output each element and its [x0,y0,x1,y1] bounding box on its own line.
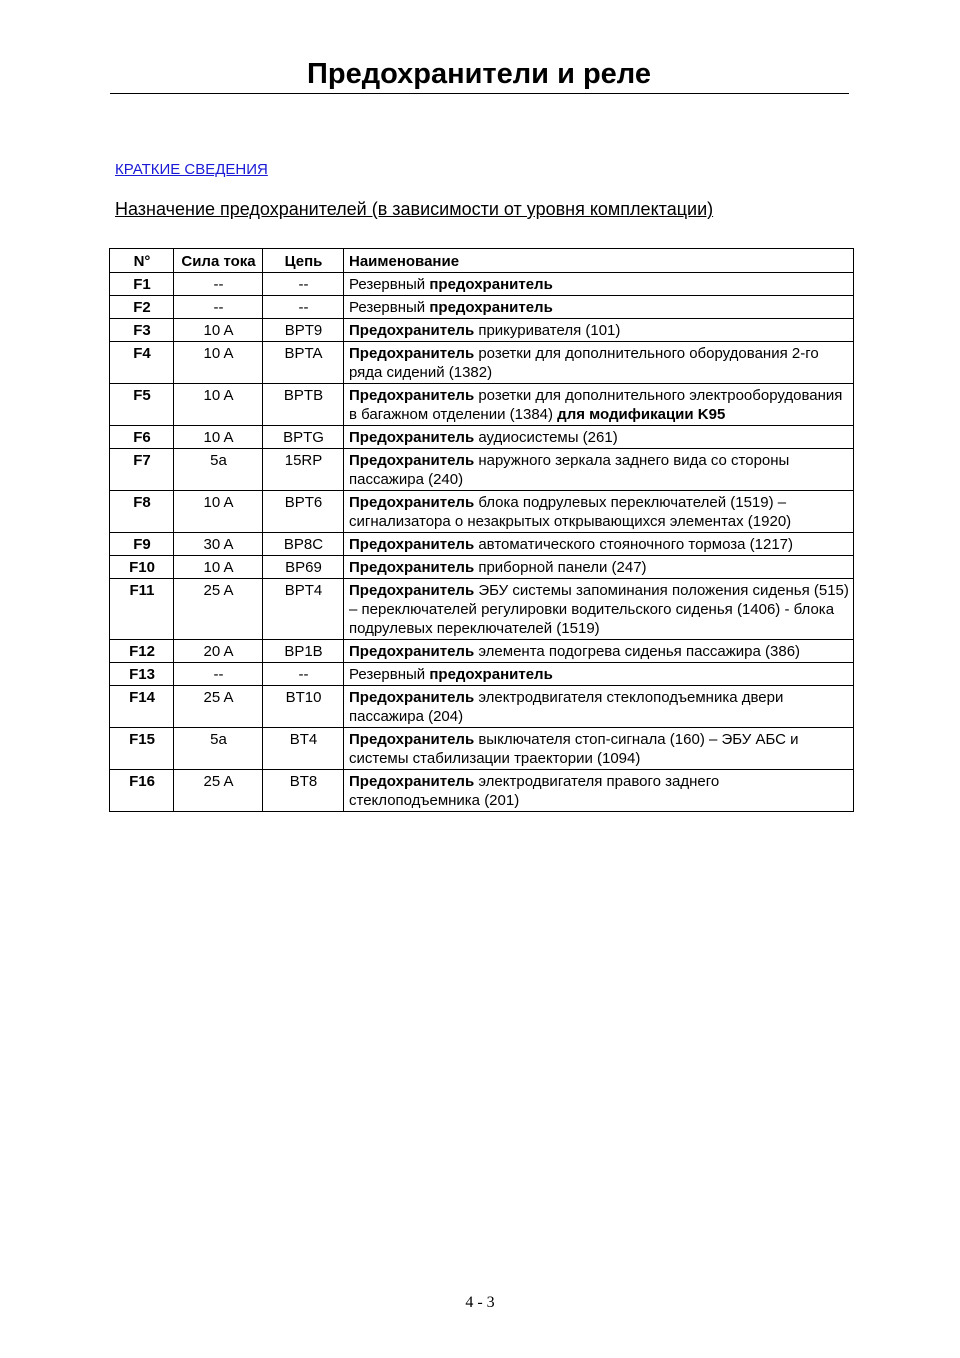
fuse-current-cell: 10 A [174,384,263,426]
section-heading: Назначение предохранителей (в зависимости от уровня комплектации) [115,199,714,219]
fuse-number-cell: F10 [110,556,174,579]
fuse-description-cell [344,533,854,556]
fuse-current-cell: 30 A [174,533,263,556]
table-row [110,686,854,728]
description-text: Резервный [349,299,430,316]
fuse-current-cell: -- [174,296,263,319]
fuse-description-cell [344,342,854,384]
description-text: элемента подогрева сиденья пассажира (386) [474,643,801,660]
fuse-circuit-cell: BT8 [263,770,344,812]
description-bold-text: Предохранитель [349,536,475,553]
fuse-current-cell: 25 A [174,579,263,640]
description-bold-text: Предохранитель [349,582,475,599]
fuse-circuit-cell: -- [263,296,344,319]
table-row [110,770,854,812]
table-row [110,426,854,449]
description-bold-text: Предохранитель [349,452,475,469]
table-row [110,533,854,556]
table-row [110,342,854,384]
fuse-number-cell: F8 [110,491,174,533]
fuse-number-cell: F6 [110,426,174,449]
fuse-circuit-cell: BP69 [263,556,344,579]
fuse-current-cell: 10 A [174,342,263,384]
table-header-row [110,249,854,273]
fuse-number-cell: F7 [110,449,174,491]
description-text: автоматического стояночного тормоза (1217) [474,536,793,553]
fuse-number-cell: F3 [110,319,174,342]
description-bold-text: Предохранитель [349,345,475,362]
description-bold-text: Предохранитель [349,494,475,511]
table-row [110,491,854,533]
description-bold-text: для модификации K95 [557,406,726,423]
fuse-number-cell: F4 [110,342,174,384]
column-header-circuit: Цепь [263,249,344,273]
fuse-number-cell: F5 [110,384,174,426]
fuse-table [109,248,854,812]
summary-link[interactable]: КРАТКИЕ СВЕДЕНИЯ [115,161,268,178]
fuse-current-cell: 10 A [174,426,263,449]
fuse-circuit-cell: -- [263,663,344,686]
fuse-description-cell [344,556,854,579]
table-row [110,663,854,686]
fuse-circuit-cell: BT4 [263,728,344,770]
fuse-table-body [110,273,854,812]
description-bold-text: предохранитель [429,299,553,316]
fuse-description-cell [344,449,854,491]
description-text: приборной панели (247) [474,559,647,576]
fuse-number-cell: F15 [110,728,174,770]
fuse-circuit-cell: -- [263,273,344,296]
description-bold-text: Предохранитель [349,643,475,660]
fuse-circuit-cell: 15RP [263,449,344,491]
fuse-circuit-cell: BPTB [263,384,344,426]
fuse-description-cell [344,728,854,770]
description-bold-text: Предохранитель [349,387,475,404]
fuse-description-cell [344,384,854,426]
fuse-circuit-cell: BPTG [263,426,344,449]
fuse-circuit-cell: BPT6 [263,491,344,533]
description-bold-text: Предохранитель [349,731,475,748]
fuse-current-cell: -- [174,273,263,296]
description-text: наружного зеркала заднего вида со стороны пассажира (240) [349,452,790,488]
description-bold-text: Предохранитель [349,773,475,790]
fuse-circuit-cell: BP8C [263,533,344,556]
fuse-number-cell: F11 [110,579,174,640]
fuse-number-cell: F13 [110,663,174,686]
description-bold-text: Предохранитель [349,322,475,339]
description-text: ЭБУ системы запоминания положения сиденья (515) – переключателей регулировки водительского сиденья (1406) - блока подрулевых переключателей (1519) [349,582,849,637]
fuse-description-cell [344,491,854,533]
fuse-description-cell [344,296,854,319]
fuse-circuit-cell: BPTA [263,342,344,384]
fuse-number-cell: F9 [110,533,174,556]
title-divider [110,93,849,94]
table-row [110,556,854,579]
fuse-circuit-cell: BT10 [263,686,344,728]
fuse-description-cell [344,770,854,812]
description-text: розетки для дополнительного оборудования 2-го ряда сидений (1382) [349,345,819,381]
table-row [110,319,854,342]
table-row [110,728,854,770]
table-row [110,296,854,319]
description-bold-text: предохранитель [429,276,553,293]
fuse-circuit-cell: BP1B [263,640,344,663]
fuse-number-cell: F2 [110,296,174,319]
fuse-number-cell: F16 [110,770,174,812]
description-text: аудиосистемы (261) [474,429,618,446]
fuse-description-cell [344,579,854,640]
fuse-current-cell: -- [174,663,263,686]
description-bold-text: Предохранитель [349,429,475,446]
fuse-current-cell: 5a [174,449,263,491]
fuse-current-cell: 20 A [174,640,263,663]
description-bold-text: Предохранитель [349,689,475,706]
fuse-number-cell: F14 [110,686,174,728]
fuse-description-cell [344,686,854,728]
table-row [110,273,854,296]
fuse-number-cell: F1 [110,273,174,296]
column-header-name: Наименование [344,249,854,273]
table-row [110,579,854,640]
fuse-description-cell [344,426,854,449]
fuse-current-cell: 25 A [174,686,263,728]
table-row [110,384,854,426]
fuse-current-cell: 10 A [174,556,263,579]
description-text: выключателя стоп-сигнала (160) – ЭБУ АБС и системы стабилизации траектории (1094) [349,731,799,767]
fuse-current-cell: 10 A [174,319,263,342]
fuse-description-cell [344,273,854,296]
description-bold-text: Предохранитель [349,559,475,576]
fuse-description-cell [344,640,854,663]
page-number: 4 - 3 [465,1294,495,1311]
table-row [110,449,854,491]
fuse-current-cell: 10 A [174,491,263,533]
fuse-description-cell [344,319,854,342]
page-title: Предохранители и реле [307,58,651,90]
description-text: электродвигателя стеклоподъемника двери пассажира (204) [349,689,784,725]
table-row [110,640,854,663]
fuse-current-cell: 5a [174,728,263,770]
description-text: блока подрулевых переключателей (1519) – сигнализатора о незакрытых открывающихся элементах (1920) [349,494,792,530]
column-header-current: Сила тока [174,249,263,273]
fuse-current-cell: 25 A [174,770,263,812]
fuse-circuit-cell: BPT9 [263,319,344,342]
description-text: Резервный [349,276,430,293]
column-header-number: N° [110,249,174,273]
description-text: прикуривателя (101) [474,322,621,339]
description-text: электродвигателя правого заднего стеклоподъемника (201) [349,773,720,809]
description-text: Резервный [349,666,430,683]
description-text: розетки для дополнительного электрооборудования в багажном отделении (1384) [349,387,843,423]
fuse-circuit-cell: BPT4 [263,579,344,640]
fuse-number-cell: F12 [110,640,174,663]
fuse-description-cell [344,663,854,686]
description-bold-text: предохранитель [429,666,553,683]
